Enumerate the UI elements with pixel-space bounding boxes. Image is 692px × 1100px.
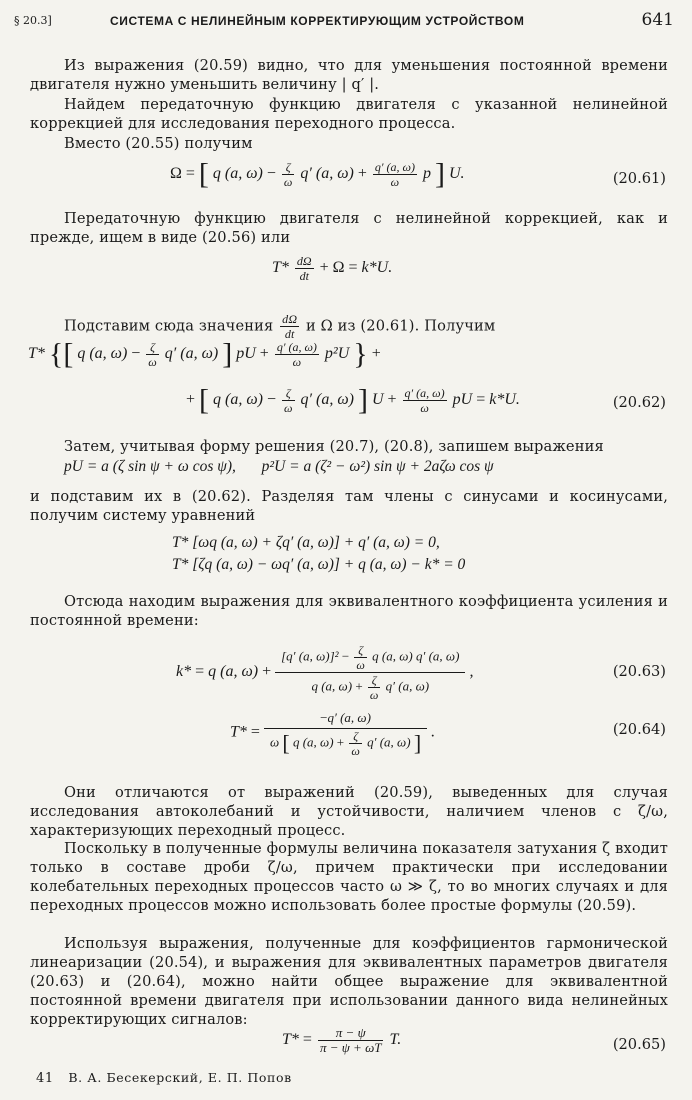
- paragraph-8: Отсюда находим выражения для эквивалентного коэффициента усиления и постоянной времени:: [30, 593, 668, 629]
- system-eq-1: T* [ωq (a, ω) + ζq′ (a, ω)] + q′ (a, ω) = 0,: [172, 534, 440, 551]
- system-eq-2: T* [ζq (a, ω) − ωq′ (a, ω)] + q (a, ω) − k* = 0: [172, 556, 466, 573]
- paragraph-10: Поскольку в полученные формулы величина показателя затухания ζ входит только в составе дроби ζ/ω, причем практически при исследовании колебательных переходных процессов часто ω ≫ ζ, то во многих случаях и для переходных процессов можно использовать более простые формулы (20.59).: [30, 840, 668, 914]
- dOmega-dt-fraction: $\frac{d\Omega}{dt}$: [282, 312, 298, 341]
- equation-20-65: T* = $\frac{\pi - \psi}{\pi - \psi + \omega T}$ T.: [282, 1025, 402, 1055]
- equation-p2U-text: p²U = a (ζ² − ω²) sin ψ + 2aζω cos ψ: [261, 458, 494, 475]
- paragraph-9: Они отличаются от выражений (20.59), выведенных для случая исследования автоколебаний и устойчивости, наличием членов с ζ/ω, характеризующих переходный процесс.: [30, 784, 668, 839]
- equation-number-20-65: (20.65): [612, 1036, 666, 1053]
- paragraph-5: [30, 312, 668, 341]
- signature-number: 41: [36, 1071, 54, 1086]
- equation-20-64: T* = −q′ (a, ω) ω [ q (a, ω) + $\frac{\zeta}{\omega}$ q′ (a, ω) ] .: [230, 710, 436, 758]
- paragraph-4: Передаточную функцию двигателя с нелинейной коррекцией, как и прежде, ищем в виде (20.56) или: [30, 210, 668, 246]
- paragraph-5-end: и Ω из (20.61). Получим: [305, 317, 496, 335]
- equation-20-62-line2: + [ q (a, ω) − $\frac{\zeta}{\omega}$ q′ (a, ω) ] U + $\frac{q' (a, \omega)}{\omega}$ pU = k*U.: [186, 383, 520, 417]
- paragraph-6: Затем, учитывая форму решения (20.7), (20.8), запишем выражения: [64, 438, 604, 455]
- paragraph-7: и подставим их в (20.62). Разделяя там члены с синусами и косинусами, получим систему уравнений: [30, 488, 668, 524]
- equation-number-20-61: (20.61): [612, 170, 666, 187]
- page-footer: [36, 1070, 292, 1086]
- paragraph-3: Вместо (20.55) получим: [64, 135, 253, 152]
- equation-number-20-63: (20.63): [612, 663, 666, 680]
- equation-20-62-line1: T* {[ q (a, ω) − $\frac{\zeta}{\omega}$ q′ (a, ω) ] pU + $\frac{q' (a, \omega)}{\omega}$ p²U } +: [28, 337, 381, 371]
- equation-number-20-62: (20.62): [612, 394, 666, 411]
- section-ref: § 20.3]: [14, 14, 52, 27]
- page-number: 641: [641, 10, 674, 30]
- paragraph-5-start: Подставим сюда значения: [64, 317, 274, 335]
- paragraph-11: Используя выражения, полученные для коэффициентов гармонической линеаризации (20.54), и выражения для эквивалентных параметров двигателя (20.63) и (20.64), можно найти общее выражение для эквивалентной постоянной времени двигателя при использовании данного вида нелинейных корректирующих сигналов:: [30, 935, 668, 1028]
- equation-tf: T* $\frac{d\Omega}{dt}$ + Ω = k*U.: [272, 254, 393, 283]
- equation-20-61: Ω = [ q (a, ω) − $\frac{\zeta}{\omega}$ q′ (a, ω) + $\frac{q' (a, \omega)}{\omega}$ p ] U.: [170, 157, 465, 191]
- chapter-title: СИСТЕМА С НЕЛИНЕЙНЫМ КОРРЕКТИРУЮЩИМ УСТРОЙСТВОМ: [110, 14, 525, 28]
- equation-pU: [64, 458, 494, 476]
- equation-number-20-64: (20.64): [612, 721, 666, 738]
- authors: В. А. Бесекерский, Е. П. Попов: [68, 1070, 292, 1085]
- equation-pU-text: pU = a (ζ sin ψ + ω cos ψ),: [64, 458, 236, 475]
- paragraph-2: Найдем передаточную функцию двигателя с указанной нелинейной коррекцией для исследования переходного процесса.: [30, 96, 668, 132]
- paragraph-1: Из выражения (20.59) видно, что для уменьшения постоянной времени двигателя нужно уменьшить величину | q′ |.: [30, 57, 668, 93]
- running-header: [14, 12, 678, 38]
- equation-20-63: k* = q (a, ω) + [q′ (a, ω)]² − $\frac{\zeta}{\omega}$ q (a, ω) q′ (a, ω) q (a, ω) + $\frac{\zeta}{\omega}$ q′ (a, ω) ,: [176, 643, 474, 702]
